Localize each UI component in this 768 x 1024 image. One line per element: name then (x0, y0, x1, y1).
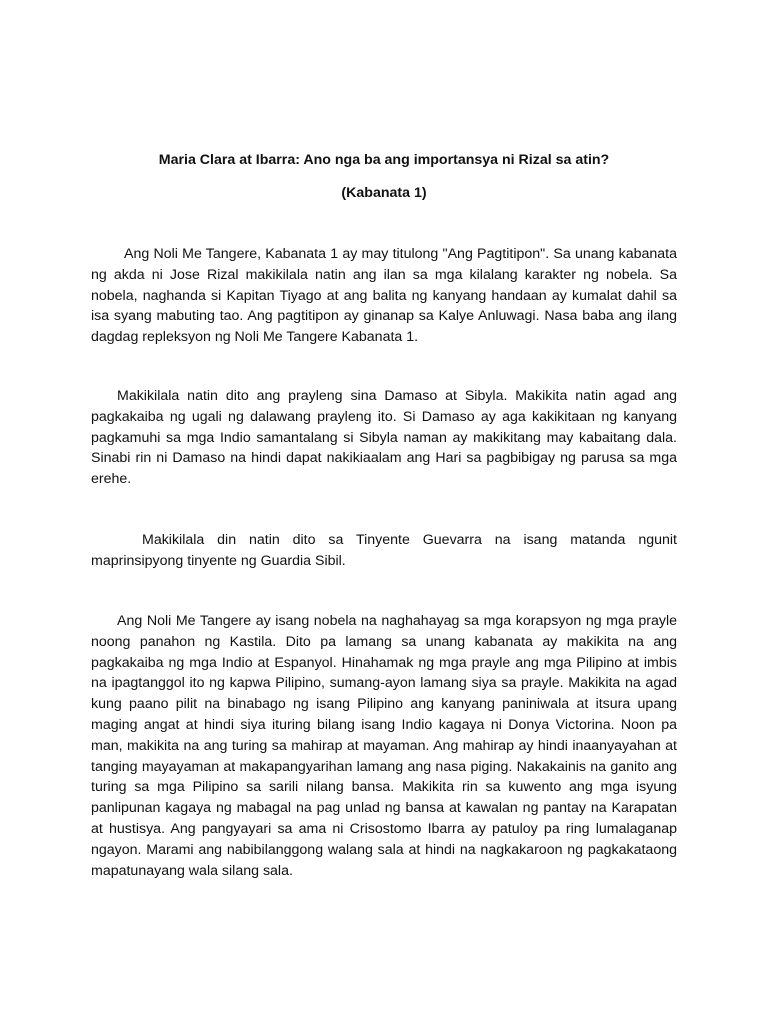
paragraph-tinyente-guevarra: Makikilala din natin dito sa Tinyente Guevarra na isang matanda ngunit maprinsipyong tinyente ng Guardia Sibil. (91, 532, 677, 569)
paragraph-introduction: Ang Noli Me Tangere, Kabanata 1 ay may titulong "Ang Pagtitipon". Sa unang kabanata ng akda ni Jose Rizal makikilala natin ang ilan sa mga kilalang karakter ng nobela. Sa nobela, naghanda si Kapitan Tiyago at ang balita ng kanyang handaan ay kumalat dahil sa isa syang mabuting tao. Ang pagtitipon ay ginanap sa Kalye Anluwagi. Nasa baba ang ilang dagdag repleksyon ng Noli Me Tangere Kabanata 1. (91, 246, 677, 346)
document-title: Maria Clara at Ibarra: Ano nga ba ang importansya ni Rizal sa atin? (158, 152, 610, 168)
paragraph-damaso-sibyla: Makikilala natin dito ang prayleng sina Damaso at Sibyla. Makikita natin agad ang pagkakaiba ng ugali ng dalawang prayleng ito. Si Damaso ay aga kakikitaan ng kanyang pagkamuhi sa mga Indio samantalang si Sibyla naman ay makikitang may kabaitang dala. Sinabi rin ni Damaso na hindi dapat nakikiaalam ang Hari sa pagbibigay ng parusa sa mga erehe. (91, 388, 677, 488)
document-subtitle: (Kabanata 1) (341, 185, 427, 201)
paragraph-reflection: Ang Noli Me Tangere ay isang nobela na naghahayag sa mga korapsyon ng mga prayle noong panahon ng Kastila. Dito pa lamang sa unang kabanata ay makikita na ang pagkakaiba ng mga Indio at Espanyol. Hinahamak ng mga prayle ang mga Pilipino at imbis na ipagtanggol ito ng kapwa Pilipino, sumang-ayon lamang siya sa prayle. Makikita na agad kung paano pilit na binabago ng isang Pilipino ang kanyang paniniwala at itsura upang maging angat at hindi siya ituring bilang isang Indio kagaya ni Donya Victorina. Noon pa man, makikita na ang turing sa mahirap at mayaman. Ang mahirap ay hindi inaanyayahan at tanging mayayaman at makapangyarihan lamang ang nasa piging. Nakakainis na ganito ang turing sa mga Pilipino sa sarili nilang bansa. Makikita rin sa kuwento ang mga isyung panlipunan kagaya ng mabagal na pag unlad ng bansa at kawalan ng pantay na Karapatan at hustisya. Ang pangyayari sa ama ni Crisostomo Ibarra ay patuloy pa ring lumalaganap ngayon. Marami ang nabibilanggong walang sala at hindi na nagkakaroon ng pagkakataong mapatunayang wala silang sala. (91, 613, 677, 879)
